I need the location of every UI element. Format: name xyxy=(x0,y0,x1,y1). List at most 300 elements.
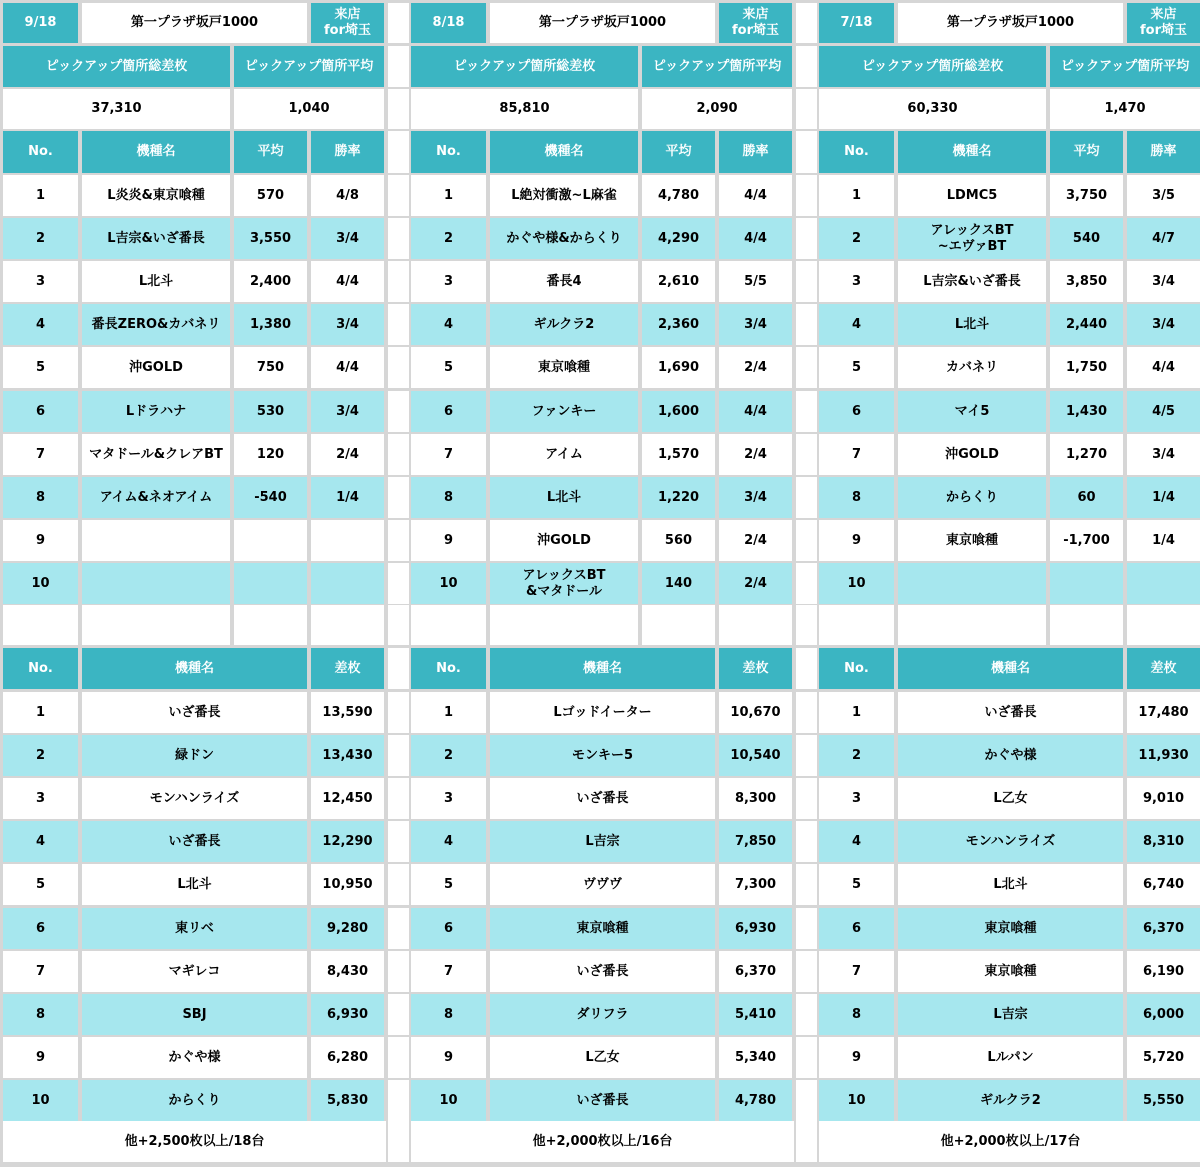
store-name: 第一プラザ坂戸1000 xyxy=(898,3,1123,43)
rank-diff: 6,000 xyxy=(1127,994,1200,1035)
rank-diff: 5,830 xyxy=(311,1080,384,1121)
rank-no: 7 xyxy=(411,951,486,992)
footer-note: 他+2,000枚以上/17台 xyxy=(819,1121,1200,1162)
rank-no: 10 xyxy=(819,1080,894,1121)
pickup-win-rate: 2/4 xyxy=(719,563,792,604)
pickup-machine: からくり xyxy=(898,477,1046,518)
separator-cell xyxy=(796,864,817,905)
pickup-average: 560 xyxy=(642,520,715,561)
pickup-win-rate: 1/4 xyxy=(1127,520,1200,561)
rank-no: 1 xyxy=(3,692,78,733)
separator-cell xyxy=(388,477,409,518)
pickup-average: 4,780 xyxy=(642,175,715,216)
rank-diff: 17,480 xyxy=(1127,692,1200,733)
separator-cell xyxy=(796,821,817,862)
rank-machine: Lゴッドイーター xyxy=(490,692,715,733)
visit-label: 来店 for埼玉 xyxy=(719,3,792,43)
pickup-average: 4,290 xyxy=(642,218,715,259)
rank-machine: いざ番長 xyxy=(490,1080,715,1121)
pickup-average: 1,380 xyxy=(234,304,307,345)
separator-cell xyxy=(796,3,817,43)
pickup-no: 2 xyxy=(3,218,78,259)
pickup-win-rate: 2/4 xyxy=(719,434,792,475)
rank-no: 3 xyxy=(411,778,486,819)
pickup-win-rate: 4/7 xyxy=(1127,218,1200,259)
store-name: 第一プラザ坂戸1000 xyxy=(82,3,307,43)
visit-label: 来店 for埼玉 xyxy=(1127,3,1200,43)
rank-diff: 5,340 xyxy=(719,1037,792,1078)
pickup-win-rate: 3/4 xyxy=(719,477,792,518)
rank-col-no: No. xyxy=(819,648,894,689)
col-win-rate: 勝率 xyxy=(719,131,792,173)
pickup-average: 3,850 xyxy=(1050,261,1123,302)
separator-cell xyxy=(388,908,409,949)
rank-diff: 10,670 xyxy=(719,692,792,733)
rank-no: 8 xyxy=(3,994,78,1035)
col-no: No. xyxy=(411,131,486,173)
rank-col-no: No. xyxy=(3,648,78,689)
pickup-average: 1,570 xyxy=(642,434,715,475)
pickup-no: 6 xyxy=(819,391,894,432)
spacer-cell xyxy=(490,605,638,645)
rank-diff: 6,930 xyxy=(311,994,384,1035)
pickup-win-rate: 3/4 xyxy=(1127,434,1200,475)
pickup-average: 1,750 xyxy=(1050,347,1123,388)
rank-no: 8 xyxy=(411,994,486,1035)
spacer-cell xyxy=(82,605,230,645)
col-average: 平均 xyxy=(642,131,715,173)
average-value: 2,090 xyxy=(642,89,792,129)
separator-cell xyxy=(388,1037,409,1078)
pickup-win-rate xyxy=(311,520,384,561)
rank-machine: L北斗 xyxy=(82,864,307,905)
separator-cell xyxy=(388,218,409,259)
pickup-win-rate: 1/4 xyxy=(1127,477,1200,518)
col-machine: 機種名 xyxy=(82,131,230,173)
rank-diff: 5,410 xyxy=(719,994,792,1035)
rank-machine: いざ番長 xyxy=(82,692,307,733)
pickup-no: 10 xyxy=(411,563,486,604)
pickup-win-rate: 4/4 xyxy=(1127,347,1200,388)
rank-diff: 11,930 xyxy=(1127,735,1200,776)
pickup-machine: L炎炎&東京喰種 xyxy=(82,175,230,216)
pickup-win-rate: 4/4 xyxy=(719,391,792,432)
separator-cell xyxy=(796,347,817,388)
rank-diff: 5,550 xyxy=(1127,1080,1200,1121)
pickup-no: 10 xyxy=(3,563,78,604)
pickup-average: 1,600 xyxy=(642,391,715,432)
rank-no: 10 xyxy=(411,1080,486,1121)
pickup-average: 3,550 xyxy=(234,218,307,259)
rank-diff: 8,300 xyxy=(719,778,792,819)
rank-diff: 4,780 xyxy=(719,1080,792,1121)
pickup-no: 3 xyxy=(411,261,486,302)
pickup-win-rate: 4/8 xyxy=(311,175,384,216)
rank-no: 1 xyxy=(411,692,486,733)
rank-diff: 6,740 xyxy=(1127,864,1200,905)
rank-machine: いざ番長 xyxy=(898,692,1123,733)
rank-machine: 東京喰種 xyxy=(898,908,1123,949)
separator-cell xyxy=(796,778,817,819)
pickup-win-rate: 3/4 xyxy=(311,391,384,432)
pickup-win-rate: 3/5 xyxy=(1127,175,1200,216)
pickup-machine xyxy=(82,563,230,604)
rank-no: 5 xyxy=(819,864,894,905)
rank-no: 9 xyxy=(411,1037,486,1078)
col-machine: 機種名 xyxy=(898,131,1046,173)
rank-no: 4 xyxy=(411,821,486,862)
col-win-rate: 勝率 xyxy=(1127,131,1200,173)
average-value: 1,040 xyxy=(234,89,384,129)
pickup-no: 3 xyxy=(819,261,894,302)
rank-no: 5 xyxy=(3,864,78,905)
total-diff-value: 85,810 xyxy=(411,89,638,129)
separator-cell xyxy=(388,89,409,129)
pickup-average: -540 xyxy=(234,477,307,518)
separator-cell xyxy=(796,735,817,776)
rank-diff: 10,950 xyxy=(311,864,384,905)
rank-diff: 9,010 xyxy=(1127,778,1200,819)
separator-cell xyxy=(796,175,817,216)
average-label: ピックアップ箇所平均 xyxy=(642,46,792,87)
total-diff-value: 60,330 xyxy=(819,89,1046,129)
rank-machine: モンハンライズ xyxy=(898,821,1123,862)
rank-no: 2 xyxy=(819,735,894,776)
separator-cell xyxy=(388,347,409,388)
separator-cell xyxy=(796,692,817,733)
separator-cell xyxy=(796,477,817,518)
separator-cell xyxy=(796,131,817,173)
total-diff-value: 37,310 xyxy=(3,89,230,129)
pickup-no: 4 xyxy=(3,304,78,345)
pickup-no: 8 xyxy=(3,477,78,518)
average-value: 1,470 xyxy=(1050,89,1200,129)
separator-cell xyxy=(388,46,409,87)
separator-cell xyxy=(388,434,409,475)
rank-diff: 9,280 xyxy=(311,908,384,949)
pickup-win-rate: 3/4 xyxy=(1127,261,1200,302)
rank-no: 5 xyxy=(411,864,486,905)
pickup-win-rate: 2/4 xyxy=(719,520,792,561)
footer-note: 他+2,500枚以上/18台 xyxy=(3,1121,386,1162)
pickup-no: 5 xyxy=(3,347,78,388)
average-label: ピックアップ箇所平均 xyxy=(1050,46,1200,87)
pickup-win-rate xyxy=(311,563,384,604)
rank-machine: かぐや様 xyxy=(898,735,1123,776)
rank-no: 9 xyxy=(819,1037,894,1078)
pickup-win-rate: 1/4 xyxy=(311,477,384,518)
separator-cell xyxy=(796,1037,817,1078)
rank-diff: 6,930 xyxy=(719,908,792,949)
pickup-average: 140 xyxy=(642,563,715,604)
pickup-no: 4 xyxy=(819,304,894,345)
separator-cell xyxy=(388,520,409,561)
separator-cell xyxy=(796,304,817,345)
rank-machine: いざ番長 xyxy=(490,951,715,992)
pickup-average: 2,400 xyxy=(234,261,307,302)
spacer-cell xyxy=(411,605,486,645)
pickup-no: 9 xyxy=(411,520,486,561)
pickup-machine: アレックスBT ~エヴァBT xyxy=(898,218,1046,259)
separator-cell xyxy=(388,951,409,992)
rank-diff: 12,290 xyxy=(311,821,384,862)
rank-diff: 6,370 xyxy=(1127,908,1200,949)
separator-cell xyxy=(388,563,409,604)
total-diff-label: ピックアップ箇所総差枚 xyxy=(819,46,1046,87)
pickup-average xyxy=(1050,563,1123,604)
rank-no: 10 xyxy=(3,1080,78,1121)
separator-cell xyxy=(796,520,817,561)
spacer-cell xyxy=(234,605,307,645)
pickup-machine: ギルクラ2 xyxy=(490,304,638,345)
rank-diff: 13,430 xyxy=(311,735,384,776)
separator-cell xyxy=(388,175,409,216)
pickup-no: 7 xyxy=(3,434,78,475)
pickup-machine: 東京喰種 xyxy=(490,347,638,388)
pickup-no: 10 xyxy=(819,563,894,604)
pickup-no: 8 xyxy=(819,477,894,518)
rank-no: 7 xyxy=(819,951,894,992)
pickup-no: 5 xyxy=(819,347,894,388)
pickup-average: 1,220 xyxy=(642,477,715,518)
rank-diff: 10,540 xyxy=(719,735,792,776)
spacer-cell xyxy=(1127,605,1200,645)
rank-machine: マギレコ xyxy=(82,951,307,992)
pickup-no: 9 xyxy=(3,520,78,561)
rank-machine: L吉宗 xyxy=(898,994,1123,1035)
pickup-average: 2,440 xyxy=(1050,304,1123,345)
rank-machine: L乙女 xyxy=(490,1037,715,1078)
separator-cell xyxy=(796,951,817,992)
rank-no: 6 xyxy=(411,908,486,949)
store-name: 第一プラザ坂戸1000 xyxy=(490,3,715,43)
pickup-no: 1 xyxy=(411,175,486,216)
date-label: 9/18 xyxy=(3,3,78,43)
rank-machine: からくり xyxy=(82,1080,307,1121)
rank-machine: ヴヴヴ xyxy=(490,864,715,905)
separator-cell xyxy=(388,261,409,302)
rank-machine: SBJ xyxy=(82,994,307,1035)
separator-cell xyxy=(388,391,409,432)
separator-cell xyxy=(388,778,409,819)
separator-cell xyxy=(388,3,409,43)
total-diff-label: ピックアップ箇所総差枚 xyxy=(411,46,638,87)
pickup-no: 6 xyxy=(3,391,78,432)
rank-col-no: No. xyxy=(411,648,486,689)
pickup-average xyxy=(234,563,307,604)
rank-machine: ギルクラ2 xyxy=(898,1080,1123,1121)
pickup-machine: L北斗 xyxy=(490,477,638,518)
separator-cell xyxy=(796,1080,817,1121)
pickup-win-rate: 5/5 xyxy=(719,261,792,302)
total-diff-label: ピックアップ箇所総差枚 xyxy=(3,46,230,87)
pickup-no: 3 xyxy=(3,261,78,302)
separator-cell xyxy=(796,648,817,689)
rank-diff: 12,450 xyxy=(311,778,384,819)
pickup-machine: L吉宗&いざ番長 xyxy=(898,261,1046,302)
rank-no: 1 xyxy=(819,692,894,733)
rank-machine: L乙女 xyxy=(898,778,1123,819)
col-no: No. xyxy=(3,131,78,173)
pickup-win-rate: 3/4 xyxy=(719,304,792,345)
spacer-cell xyxy=(898,605,1046,645)
rank-diff: 8,430 xyxy=(311,951,384,992)
pickup-machine: LDMC5 xyxy=(898,175,1046,216)
separator-cell xyxy=(796,994,817,1035)
rank-machine: モンキー5 xyxy=(490,735,715,776)
pickup-machine: L北斗 xyxy=(82,261,230,302)
rank-no: 2 xyxy=(3,735,78,776)
rank-diff: 6,190 xyxy=(1127,951,1200,992)
pickup-average: 60 xyxy=(1050,477,1123,518)
separator-cell xyxy=(388,994,409,1035)
visit-label: 来店 for埼玉 xyxy=(311,3,384,43)
rank-diff: 13,590 xyxy=(311,692,384,733)
rank-machine: 東京喰種 xyxy=(898,951,1123,992)
pickup-win-rate: 4/5 xyxy=(1127,391,1200,432)
pickup-win-rate: 4/4 xyxy=(311,261,384,302)
pickup-no: 8 xyxy=(411,477,486,518)
separator-cell xyxy=(796,434,817,475)
rank-no: 2 xyxy=(411,735,486,776)
pickup-machine: 東京喰種 xyxy=(898,520,1046,561)
separator-cell xyxy=(388,821,409,862)
rank-machine: L北斗 xyxy=(898,864,1123,905)
pickup-average: 1,430 xyxy=(1050,391,1123,432)
pickup-average: 3,750 xyxy=(1050,175,1123,216)
rank-diff: 8,310 xyxy=(1127,821,1200,862)
pickup-machine: 沖GOLD xyxy=(490,520,638,561)
pickup-win-rate: 4/4 xyxy=(311,347,384,388)
separator-cell xyxy=(388,735,409,776)
pickup-win-rate: 4/4 xyxy=(719,175,792,216)
col-win-rate: 勝率 xyxy=(311,131,384,173)
pickup-machine: L絶対衝激~L麻雀 xyxy=(490,175,638,216)
separator-cell xyxy=(388,692,409,733)
pickup-average: 540 xyxy=(1050,218,1123,259)
pickup-machine: 沖GOLD xyxy=(82,347,230,388)
separator-cell xyxy=(388,605,409,645)
spacer-cell xyxy=(3,605,78,645)
col-machine: 機種名 xyxy=(490,131,638,173)
rank-no: 3 xyxy=(819,778,894,819)
pickup-no: 4 xyxy=(411,304,486,345)
rank-col-diff: 差枚 xyxy=(719,648,792,689)
rank-col-machine: 機種名 xyxy=(898,648,1123,689)
col-no: No. xyxy=(819,131,894,173)
pickup-machine: かぐや様&からくり xyxy=(490,218,638,259)
rank-no: 3 xyxy=(3,778,78,819)
date-label: 7/18 xyxy=(819,3,894,43)
rank-machine: モンハンライズ xyxy=(82,778,307,819)
spacer-cell xyxy=(1050,605,1123,645)
separator-cell xyxy=(796,218,817,259)
rank-no: 6 xyxy=(819,908,894,949)
pickup-machine xyxy=(898,563,1046,604)
spacer-cell xyxy=(719,605,792,645)
separator-cell xyxy=(388,1080,409,1121)
rank-diff: 6,280 xyxy=(311,1037,384,1078)
pickup-no: 7 xyxy=(819,434,894,475)
pickup-win-rate: 2/4 xyxy=(311,434,384,475)
rank-col-diff: 差枚 xyxy=(1127,648,1200,689)
separator-cell xyxy=(388,304,409,345)
rank-machine: 東リベ xyxy=(82,908,307,949)
pickup-no: 1 xyxy=(3,175,78,216)
rank-machine: Lルパン xyxy=(898,1037,1123,1078)
rank-no: 9 xyxy=(3,1037,78,1078)
pickup-average: 750 xyxy=(234,347,307,388)
pickup-average: 2,610 xyxy=(642,261,715,302)
pickup-average: 530 xyxy=(234,391,307,432)
separator-cell xyxy=(388,648,409,689)
pickup-win-rate: 3/4 xyxy=(1127,304,1200,345)
separator-cell xyxy=(796,46,817,87)
pickup-machine: L北斗 xyxy=(898,304,1046,345)
pickup-machine: 番長ZERO&カバネリ xyxy=(82,304,230,345)
pickup-average: -1,700 xyxy=(1050,520,1123,561)
rank-machine: 東京喰種 xyxy=(490,908,715,949)
separator-cell xyxy=(388,1121,409,1162)
pickup-no: 2 xyxy=(819,218,894,259)
pickup-no: 1 xyxy=(819,175,894,216)
pickup-no: 9 xyxy=(819,520,894,561)
separator-cell xyxy=(796,908,817,949)
rank-col-diff: 差枚 xyxy=(311,648,384,689)
pickup-machine: ファンキー xyxy=(490,391,638,432)
pickup-machine: 番長4 xyxy=(490,261,638,302)
separator-cell xyxy=(796,563,817,604)
col-average: 平均 xyxy=(234,131,307,173)
rank-no: 4 xyxy=(819,821,894,862)
pickup-no: 5 xyxy=(411,347,486,388)
spacer-cell xyxy=(642,605,715,645)
rank-machine: いざ番長 xyxy=(82,821,307,862)
pickup-average: 1,690 xyxy=(642,347,715,388)
pickup-machine: Lドラハナ xyxy=(82,391,230,432)
pickup-no: 2 xyxy=(411,218,486,259)
pickup-average: 120 xyxy=(234,434,307,475)
rank-no: 6 xyxy=(3,908,78,949)
rank-machine: ダリフラ xyxy=(490,994,715,1035)
rank-col-machine: 機種名 xyxy=(82,648,307,689)
pickup-no: 7 xyxy=(411,434,486,475)
pickup-machine: マイ5 xyxy=(898,391,1046,432)
rank-machine: いざ番長 xyxy=(490,778,715,819)
rank-diff: 7,850 xyxy=(719,821,792,862)
pickup-win-rate: 2/4 xyxy=(719,347,792,388)
date-label: 8/18 xyxy=(411,3,486,43)
average-label: ピックアップ箇所平均 xyxy=(234,46,384,87)
rank-no: 7 xyxy=(3,951,78,992)
pickup-win-rate: 3/4 xyxy=(311,304,384,345)
rank-diff: 6,370 xyxy=(719,951,792,992)
pickup-average: 1,270 xyxy=(1050,434,1123,475)
footer-note: 他+2,000枚以上/16台 xyxy=(411,1121,794,1162)
pickup-machine: L吉宗&いざ番長 xyxy=(82,218,230,259)
rank-diff: 7,300 xyxy=(719,864,792,905)
spacer-cell xyxy=(819,605,894,645)
separator-cell xyxy=(796,261,817,302)
separator-cell xyxy=(796,89,817,129)
separator-cell xyxy=(388,864,409,905)
separator-cell xyxy=(388,131,409,173)
pickup-machine: マタドール&クレアBT xyxy=(82,434,230,475)
pickup-machine: カバネリ xyxy=(898,347,1046,388)
rank-diff: 5,720 xyxy=(1127,1037,1200,1078)
pickup-average: 2,360 xyxy=(642,304,715,345)
pickup-machine: アイム&ネオアイム xyxy=(82,477,230,518)
